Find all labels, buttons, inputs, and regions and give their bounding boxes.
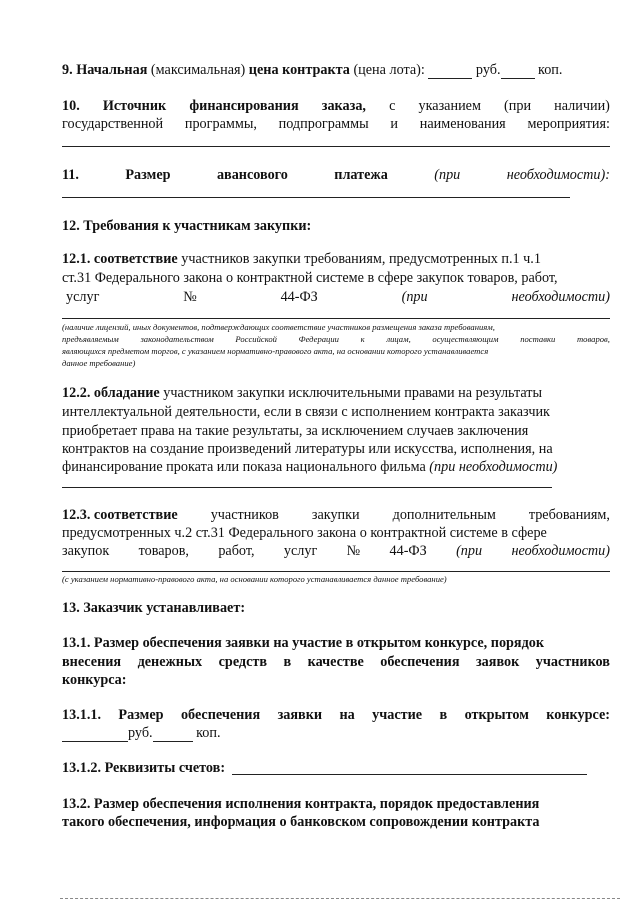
item-10-line-1 xyxy=(62,98,610,115)
item-13-1-word-3: средств xyxy=(218,654,268,670)
item-13-2-line-2 xyxy=(62,814,610,831)
item-12-3-word-number-sign: № xyxy=(346,543,361,559)
item-13-1-1-number: 13.1.1. xyxy=(62,707,102,723)
item-12-3-note xyxy=(62,573,612,585)
item-13-1-word-7: заявок xyxy=(475,654,520,670)
item-9-text-lot: (цена лота): xyxy=(349,62,429,78)
item-12-3-word-services: услуг xyxy=(283,543,318,559)
item-13-1-word-4: в xyxy=(283,654,292,670)
item-9-number: 9. xyxy=(62,62,73,78)
item-12-heading-text: 12. Требования к участникам закупки: xyxy=(62,218,312,234)
item-12-2-line-4 xyxy=(62,441,610,458)
item-12-3-word-participants: участников xyxy=(210,507,279,523)
item-12-1-note-text-1: (наличие лицензий, иных документов, подтверждающих соответствие участников размещения заказа требованиям, xyxy=(62,322,495,332)
item-12-1-note-line-3 xyxy=(62,345,612,357)
item-10-fill-line[interactable] xyxy=(62,146,610,147)
item-13-1-1-word-3: заявки xyxy=(277,707,323,723)
item-12-1-text-2: ст.31 Федерального закона о контрактной системе в сфере закупок товаров, работ, xyxy=(62,270,558,286)
item-13-1-1-kop-label: коп. xyxy=(192,725,221,741)
item-11-word-payment: платежа xyxy=(334,167,388,183)
item-12-3-word-procurement: закупки xyxy=(311,507,360,523)
item-12-2-fill-line[interactable] xyxy=(62,487,552,488)
item-13-1-word-8: участников xyxy=(535,654,610,670)
item-10-word-source: Источник xyxy=(102,98,167,114)
item-13-1-1-word-2: обеспечения xyxy=(180,707,261,723)
item-12-3-line-1 xyxy=(62,507,610,524)
item-9-kop-label: коп. xyxy=(534,62,563,78)
item-13-1-text-3: конкурса: xyxy=(62,672,127,688)
item-13-2-line-1 xyxy=(62,796,610,813)
item-12-1-word-law: 44-ФЗ xyxy=(280,289,318,305)
item-13-1-2-label: 13.1.2. Реквизиты счетов: xyxy=(62,760,226,776)
item-12-1-note-line-4 xyxy=(62,357,612,369)
note-word-7: осуществляющим xyxy=(432,334,499,344)
item-11-word-necessary: необходимости): xyxy=(506,167,610,183)
item-13-1-1-line-1 xyxy=(62,707,610,724)
item-9-rub-label: руб. xyxy=(472,62,501,78)
item-13-1-word-6: обеспечения xyxy=(380,654,460,670)
item-12-2-text-3: приобретает права на такие результаты, за исключением случаев заключения xyxy=(62,423,529,439)
item-10-word-indication: указанием xyxy=(418,98,481,114)
item-12-2-if-necessary: (при необходимости) xyxy=(429,459,558,475)
item-12-1-word-number-sign: № xyxy=(183,289,197,305)
item-13-heading-text: 13. Заказчик устанавливает: xyxy=(62,600,246,616)
item-13-1-1-word-6: в xyxy=(439,707,448,723)
item-12-2-line-5 xyxy=(62,459,610,476)
item-10-word-subprogram: подпрограммы xyxy=(278,116,369,132)
item-13-heading xyxy=(62,600,610,617)
item-12-2-text-4: контрактов на создание произведений литературы или искусства, исполнения, на xyxy=(62,441,553,457)
item-12-1-word-services: услуг xyxy=(66,289,100,305)
item-12-2-line-2 xyxy=(62,404,610,421)
item-12-3-line-2 xyxy=(62,525,610,542)
item-12-3-word-requirements: требованиям, xyxy=(528,507,610,523)
item-11-advance-payment xyxy=(62,167,610,184)
note-word-5: к xyxy=(360,334,365,344)
item-12-2-text-5: финансирование проката или показа национального фильма xyxy=(62,459,430,475)
item-10-number: 10. xyxy=(62,98,80,114)
item-12-2-text-2: интеллектуальной деятельности, если в связи с исполнением контракта заказчик xyxy=(62,404,550,420)
note-word-4: Федерации xyxy=(298,334,339,344)
item-13-1-1-rub-label: руб. xyxy=(128,725,153,741)
item-12-1-text: участников закупки требованиям, предусмотренных п.1 ч.1 xyxy=(177,251,541,267)
item-13-1-1-word-8: конкурсе: xyxy=(546,707,610,723)
item-10-word-available: наличии) xyxy=(554,98,610,114)
item-13-1-line-3 xyxy=(62,672,610,689)
item-12-heading xyxy=(62,218,610,235)
item-10-word-activity: мероприятия: xyxy=(527,116,610,132)
item-13-1-1-word-1: Размер xyxy=(118,707,164,723)
item-12-1-line-3 xyxy=(66,289,610,306)
item-9-bold-initial: Начальная xyxy=(76,62,148,78)
item-10-line-2 xyxy=(62,116,610,133)
item-12-1-word-necessary: необходимости) xyxy=(511,289,610,305)
note-word-9: товаров, xyxy=(576,334,610,344)
item-13-1-text-1: 13.1. Размер обеспечения заявки на участие в открытом конкурсе, порядок xyxy=(62,635,545,651)
item-12-1-bold-compliance: соответствие xyxy=(93,251,178,267)
item-13-2-text-1: 13.2. Размер обеспечения исполнения контракта, порядок предоставления xyxy=(62,796,540,812)
item-13-1-1-word-7: открытом xyxy=(464,707,529,723)
item-13-1-word-5: качестве xyxy=(307,654,364,670)
item-12-1-note-line-2 xyxy=(62,333,610,345)
item-9-bold-price: цена контракта xyxy=(248,62,350,78)
item-10-word-order: заказа, xyxy=(321,98,366,114)
item-12-2-number: 12.2. xyxy=(62,385,91,401)
item-13-1-1-rub-blank[interactable] xyxy=(62,729,128,742)
item-12-3-word-works: работ, xyxy=(218,543,255,559)
item-12-1-fill-line[interactable] xyxy=(62,318,610,319)
item-13-2-text-2: такого обеспечения, информация о банковском сопровождении контракта xyxy=(62,814,540,830)
note-word-6: лицам, xyxy=(386,334,411,344)
item-12-3-word-purchases: закупок xyxy=(62,543,110,559)
item-13-1-1-word-5: участие xyxy=(372,707,423,723)
note-word-2: законодательством xyxy=(140,334,214,344)
item-13-1-line-1 xyxy=(62,635,610,652)
item-12-1-note-text-3: являющихся предметом торгов, с указанием нормативно-правового акта, на основании которого устанавливается xyxy=(62,346,489,356)
note-word-3: Российской xyxy=(235,334,277,344)
item-12-1-line-2 xyxy=(62,270,610,287)
item-12-2-text-1: участником закупки исключительными правами на результаты xyxy=(159,385,542,401)
item-10-word-program: программы, xyxy=(184,116,257,132)
item-12-1-note-text-4: данное требование) xyxy=(62,358,136,368)
item-13-1-1-line-2 xyxy=(62,725,610,742)
item-12-3-number-compliance: 12.3. соответствие xyxy=(62,507,178,523)
item-12-3-word-additional: дополнительным xyxy=(392,507,496,523)
item-12-2-line-1 xyxy=(62,385,610,402)
item-9-kop-blank[interactable] xyxy=(501,66,535,79)
item-13-1-1-kop-blank[interactable] xyxy=(153,729,193,742)
item-12-1-word-if: (при xyxy=(401,289,428,305)
note-word-1: предъявляемым xyxy=(62,334,119,344)
item-13-1-line-2 xyxy=(62,654,610,671)
item-9-text-max: (максимальная) xyxy=(147,62,249,78)
item-12-3-word-necessary: необходимости) xyxy=(511,543,610,559)
item-12-3-text-2: предусмотренных ч.2 ст.31 Федерального закона о контрактной системе в сфере xyxy=(62,525,547,541)
item-12-1-line-1 xyxy=(62,251,610,268)
item-10-word-and: и xyxy=(390,116,398,132)
item-13-1-word-2: денежных xyxy=(137,654,203,670)
item-13-1-word-1: внесения xyxy=(62,654,122,670)
item-13-1-2-fill-line[interactable] xyxy=(232,774,587,775)
item-12-2-bold-possession: обладание xyxy=(93,385,160,401)
item-10-word-if: (при xyxy=(504,98,532,114)
item-11-fill-line[interactable] xyxy=(62,197,570,198)
item-11-word-advance: авансового xyxy=(216,167,288,183)
item-13-1-1-word-4: на xyxy=(339,707,355,723)
scan-bottom-edge xyxy=(60,898,620,899)
item-9-rub-blank[interactable] xyxy=(428,66,472,79)
item-12-3-word-if: (при xyxy=(456,543,483,559)
item-12-3-note-text: (с указанием нормативно-правового акта, на основании которого устанавливается данное требование) xyxy=(62,574,447,584)
item-12-2-line-3 xyxy=(62,423,610,440)
item-12-1-number: 12.1. xyxy=(62,251,91,267)
item-11-number: 11. xyxy=(62,167,79,183)
item-11-word-if: (при xyxy=(434,167,461,183)
item-10-word-state: государственной xyxy=(62,116,164,132)
item-9-initial-price xyxy=(62,62,610,79)
item-12-1-note-line-1 xyxy=(62,321,612,333)
item-12-3-word-goods: товаров, xyxy=(138,543,189,559)
note-word-8: поставки xyxy=(520,334,556,344)
item-11-word-size: Размер xyxy=(125,167,171,183)
item-12-3-word-law: 44-ФЗ xyxy=(389,543,427,559)
item-10-word-with: с xyxy=(389,98,396,114)
item-10-word-name: наименования xyxy=(419,116,506,132)
item-12-3-fill-line[interactable] xyxy=(62,571,610,572)
item-10-word-financing: финансирования xyxy=(189,98,299,114)
item-12-3-line-3 xyxy=(62,543,610,560)
